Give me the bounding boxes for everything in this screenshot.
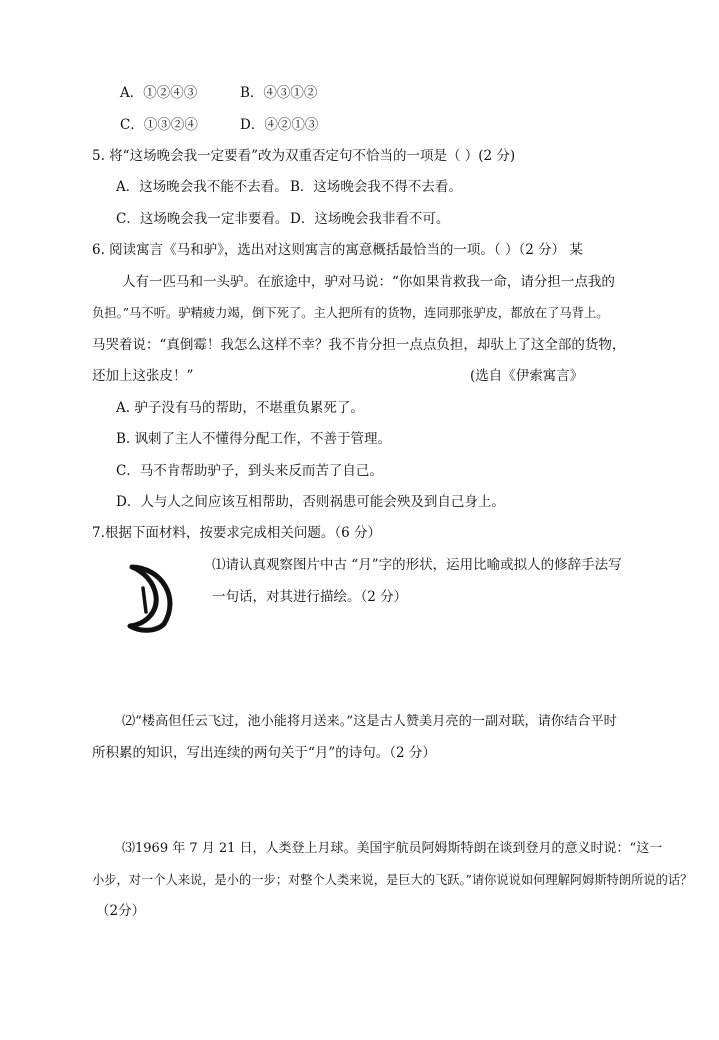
- q5-option-d: D．这场晚会我非看不可。: [290, 211, 450, 227]
- q7-sub3-line-2: 小步，对一个人来说，是小的一步；对整个人类来说，是巨大的飞跃。”请你说说如何理解阿姆斯特朗所说的话？: [92, 873, 693, 887]
- q5-option-c: C．这场晚会我一定非要看。: [116, 211, 289, 227]
- q6-option-c: C．马不肯帮助驴子，到头来反而苦了自己。: [116, 463, 383, 479]
- q4-option-c: C．①③②④: [120, 117, 198, 133]
- q4-option-d: D．④②①③: [240, 117, 319, 133]
- q6-option-d: D．人与人之间应该互相帮助，否则祸患可能会殃及到自己身上。: [116, 494, 505, 510]
- q6-option-b: B. 讽刺了主人不懂得分配工作，不善于管理。: [116, 431, 392, 447]
- q6-passage-line-3: 马哭着说：“真倒霉！我怎么这样不幸？我不肯分担一点点负担，却驮上了这全部的货物，: [92, 337, 626, 353]
- q6-passage-line-4: 还加上这张皮！”: [92, 368, 194, 384]
- q5-option-a: A．这场晚会我不能不去看。: [116, 179, 288, 195]
- q4-option-b: B．④③①②: [240, 85, 318, 101]
- q7-sub3-line-3: （2分）: [96, 903, 146, 919]
- q5-option-b: B．这场晚会我不得不去看。: [290, 179, 462, 195]
- q7-sub1-line-1: ⑴请认真观察图片中古 “月”字的形状，运用比喻或拟人的修辞手法写: [212, 557, 622, 573]
- q6-stem: 6. 阅读寓言《马和驴》，选出对这则寓言的寓意概括最恰当的一项。（ ）（2 分） 某: [92, 242, 583, 258]
- q6-source: (选自《伊索寓言》: [470, 368, 584, 384]
- q7-sub3-line-1: ⑶1969 年 7 月 21 日，人类登上月球。美国宇航员阿姆斯特朗在谈到登月的意义时说：“这一: [122, 841, 663, 856]
- q7-sub2-line-2: 所积累的知识，写出连续的两句关于“月”的诗句。（2 分）: [92, 745, 436, 761]
- q7-stem: 7.根据下面材料，按要求完成相关问题。（6 分）: [92, 525, 382, 541]
- q6-passage-line-2: 负担。”马不听。驴精疲力竭，倒下死了。主人把所有的货物，连同那张驴皮，都放在了马背上。: [92, 306, 609, 320]
- q7-sub2-line-1: ⑵“楼高但任云飞过，池小能将月送来。”这是古人赞美月亮的一副对联，请你结合平时: [122, 714, 617, 729]
- q4-option-a: A．①②④③: [120, 85, 198, 101]
- q6-passage-line-1: 人有一匹马和一头驴。在旅途中，驴对马说：“你如果肯救我一命，请分担一点我的: [122, 274, 615, 290]
- ancient-moon-character-image: [120, 562, 192, 634]
- q7-sub1-line-2: 一句话，对其进行描绘。（2 分）: [212, 589, 408, 605]
- q6-option-a: A. 驴子没有马的帮助，不堪重负累死了。: [116, 400, 364, 416]
- q5-stem: 5. 将“这场晚会我一定要看”改为双重否定句不恰当的一项是（ ）(2 分): [92, 148, 516, 164]
